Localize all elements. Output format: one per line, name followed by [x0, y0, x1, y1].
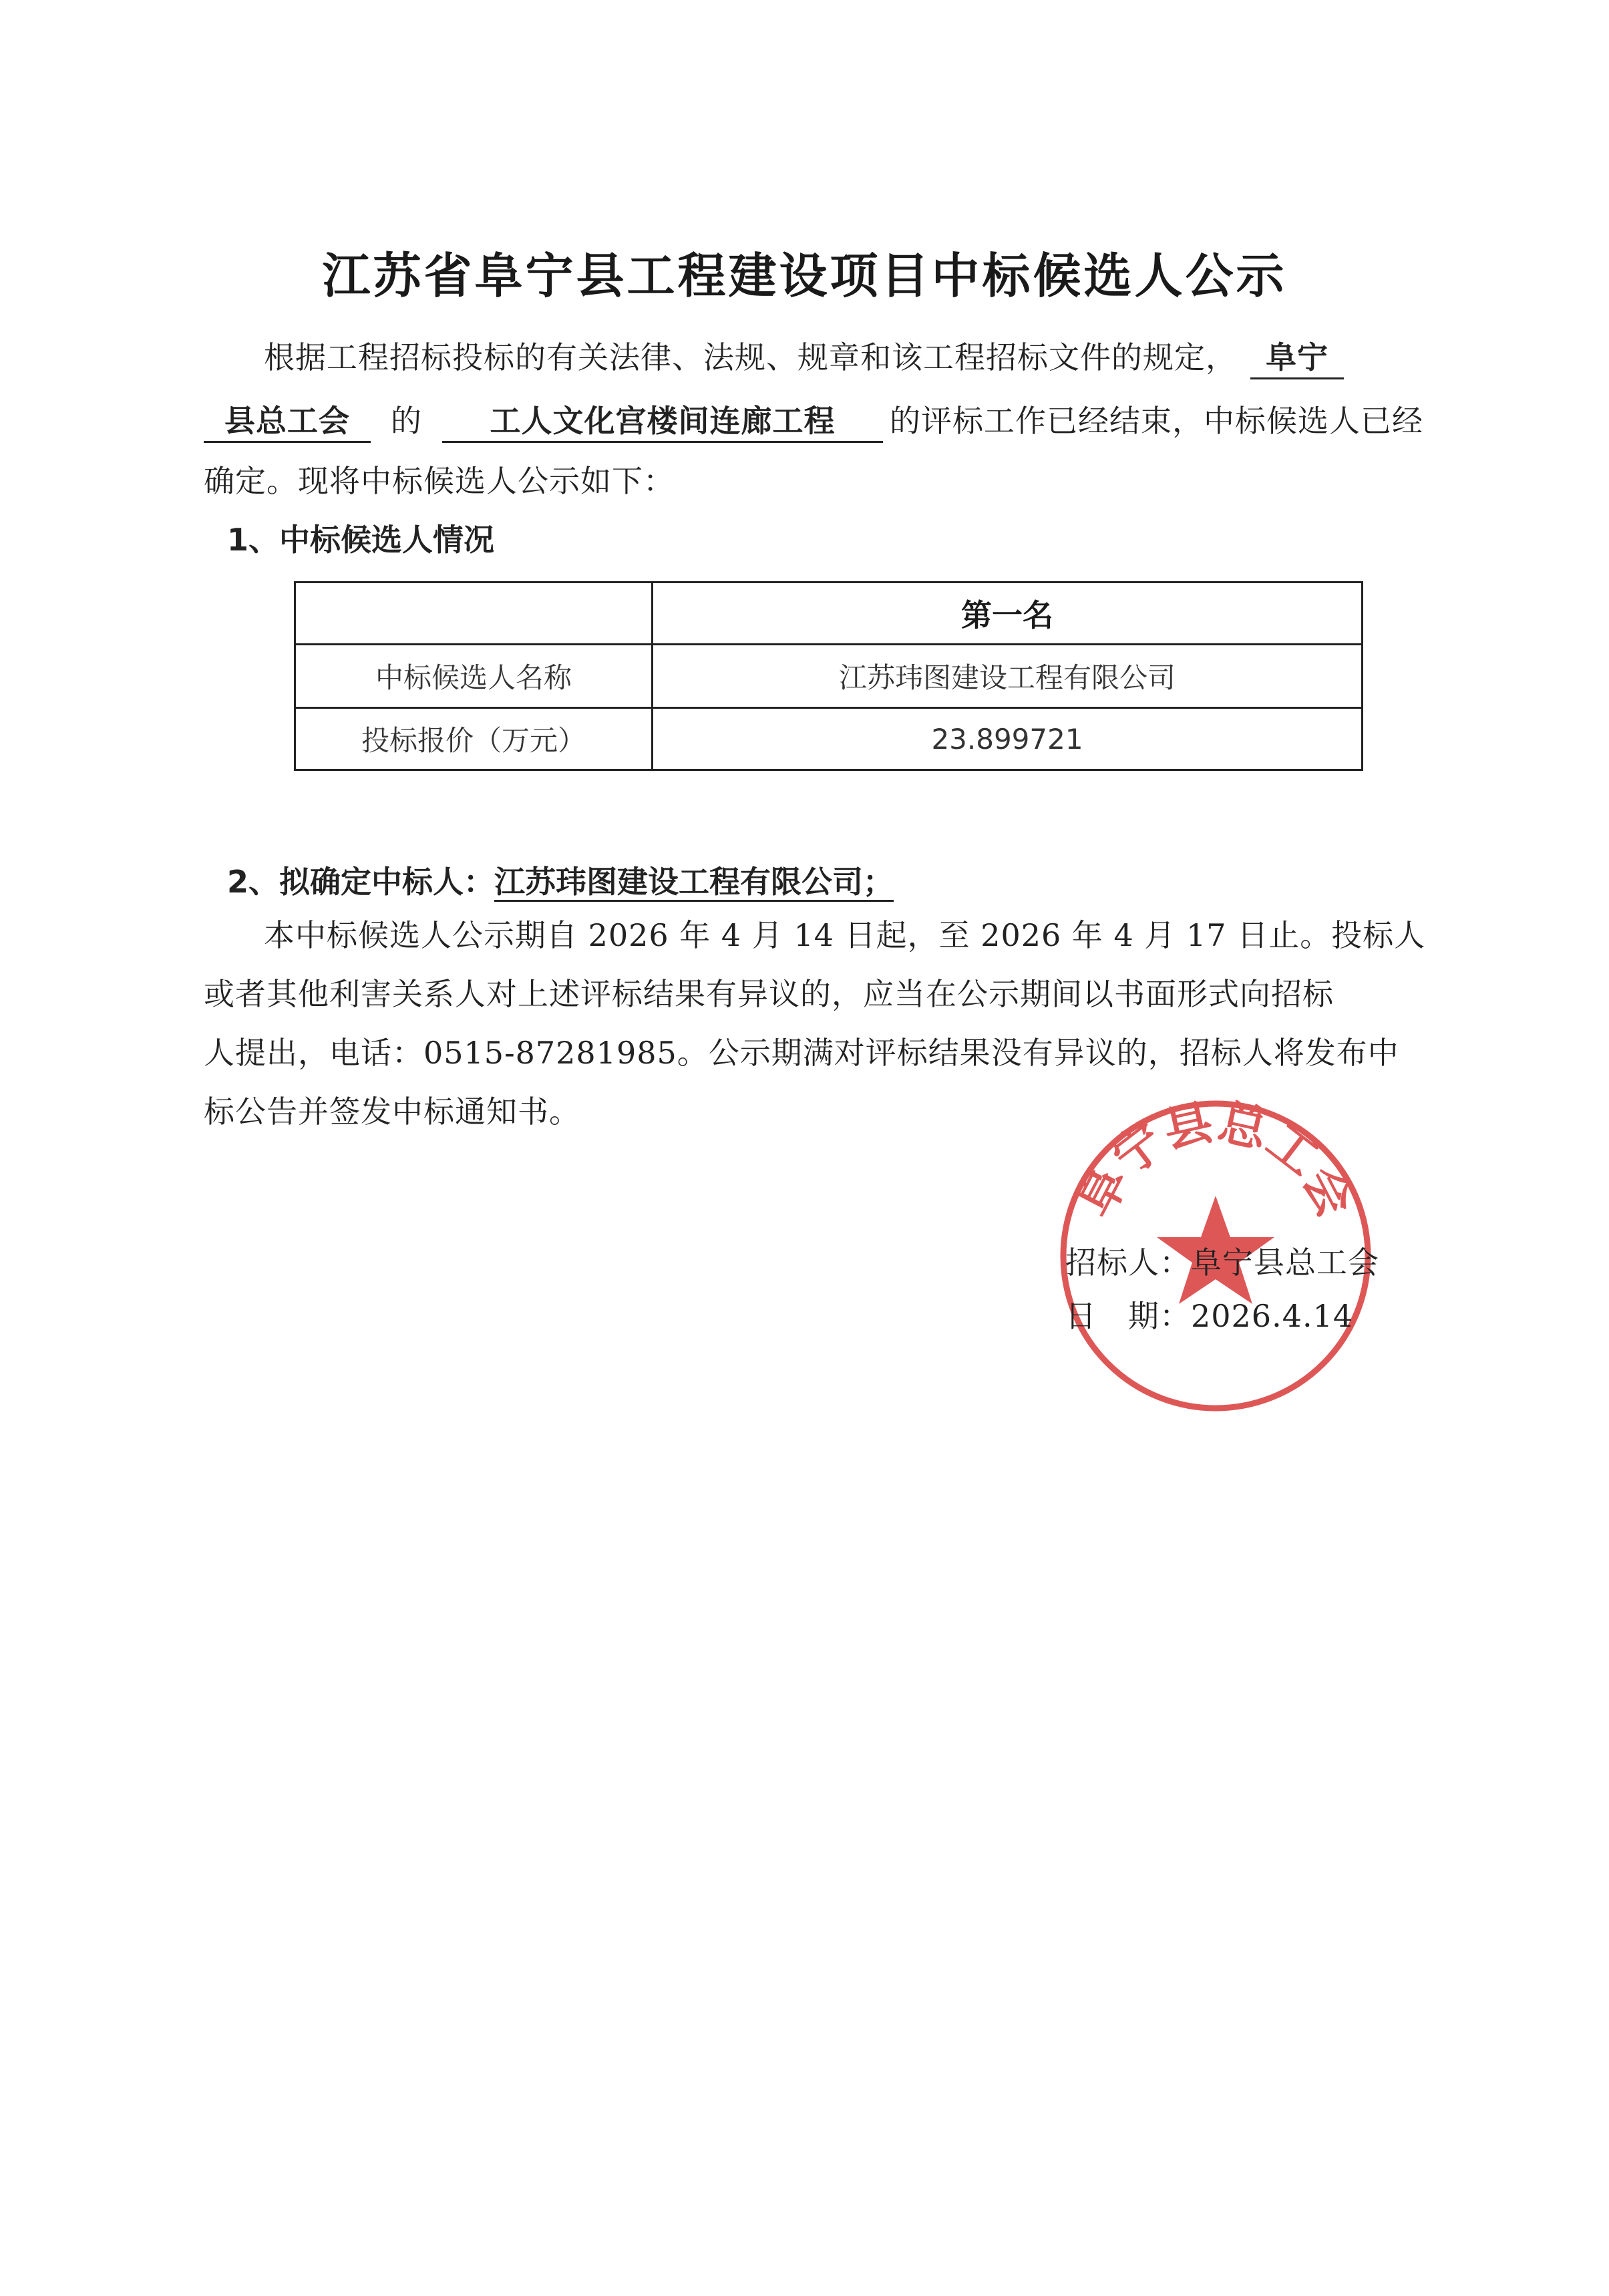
table-header-rank: 第一名: [653, 583, 1363, 645]
intro-line-2: [204, 394, 1423, 448]
winner-name: 江苏玮图建设工程有限公司；: [494, 864, 894, 902]
notice-line-3: 人提出，电话：0515-87281985。公示期满对评标结果没有异议的，招标人将发布中: [204, 1035, 1399, 1071]
de-text: 的: [391, 403, 422, 439]
tenderer-name-part1: 阜宁: [1250, 337, 1344, 379]
svg-text:阜宁县总工会: 阜宁县总工会: [1067, 1096, 1365, 1226]
section-2-heading: [227, 855, 894, 909]
intro-text: 根据工程招标投标的有关法律、法规、规章和该工程招标文件的规定，: [264, 339, 1237, 375]
table-cell-value: 江苏玮图建设工程有限公司: [653, 645, 1363, 708]
intro-line-3: 确定。现将中标候选人公示如下：: [204, 463, 675, 499]
document-title: 江苏省阜宁县工程建设项目中标候选人公示: [322, 248, 1287, 304]
tenderer-name-part2: 县总工会: [204, 401, 371, 443]
signature-date: 日 期：2026.4.14: [1065, 1298, 1354, 1334]
section-1-heading: 1、中标候选人情况: [227, 522, 495, 558]
notice-line-4: 标公告并签发中标通知书。: [204, 1094, 580, 1130]
table-header-empty: [295, 583, 653, 645]
table-cell-value: 23.899721: [653, 708, 1363, 770]
table-row: [295, 708, 1363, 770]
table-cell-label: 投标报价（万元）: [295, 708, 653, 770]
project-name: 工人文化宫楼间连廊工程: [442, 401, 883, 443]
table-header-row: [295, 583, 1363, 645]
section-2-heading-prefix: 2、拟确定中标人：: [227, 864, 495, 900]
intro-line-2-tail: 的评标工作已经结束，中标候选人已经: [890, 403, 1423, 439]
table-cell-label: 中标候选人名称: [295, 645, 653, 708]
tenderer-signature: 招标人：阜宁县总工会: [1065, 1245, 1379, 1281]
candidate-table: [294, 581, 1363, 771]
notice-line-1: 本中标候选人公示期自 2026 年 4 月 14 日起，至 2026 年 4 月 17 日止。投标人: [264, 917, 1426, 953]
notice-line-2: 或者其他利害关系人对上述评标结果有异议的，应当在公示期间以书面形式向招标: [204, 976, 1334, 1012]
intro-line-1: [264, 331, 1469, 384]
table-row: [295, 645, 1363, 708]
